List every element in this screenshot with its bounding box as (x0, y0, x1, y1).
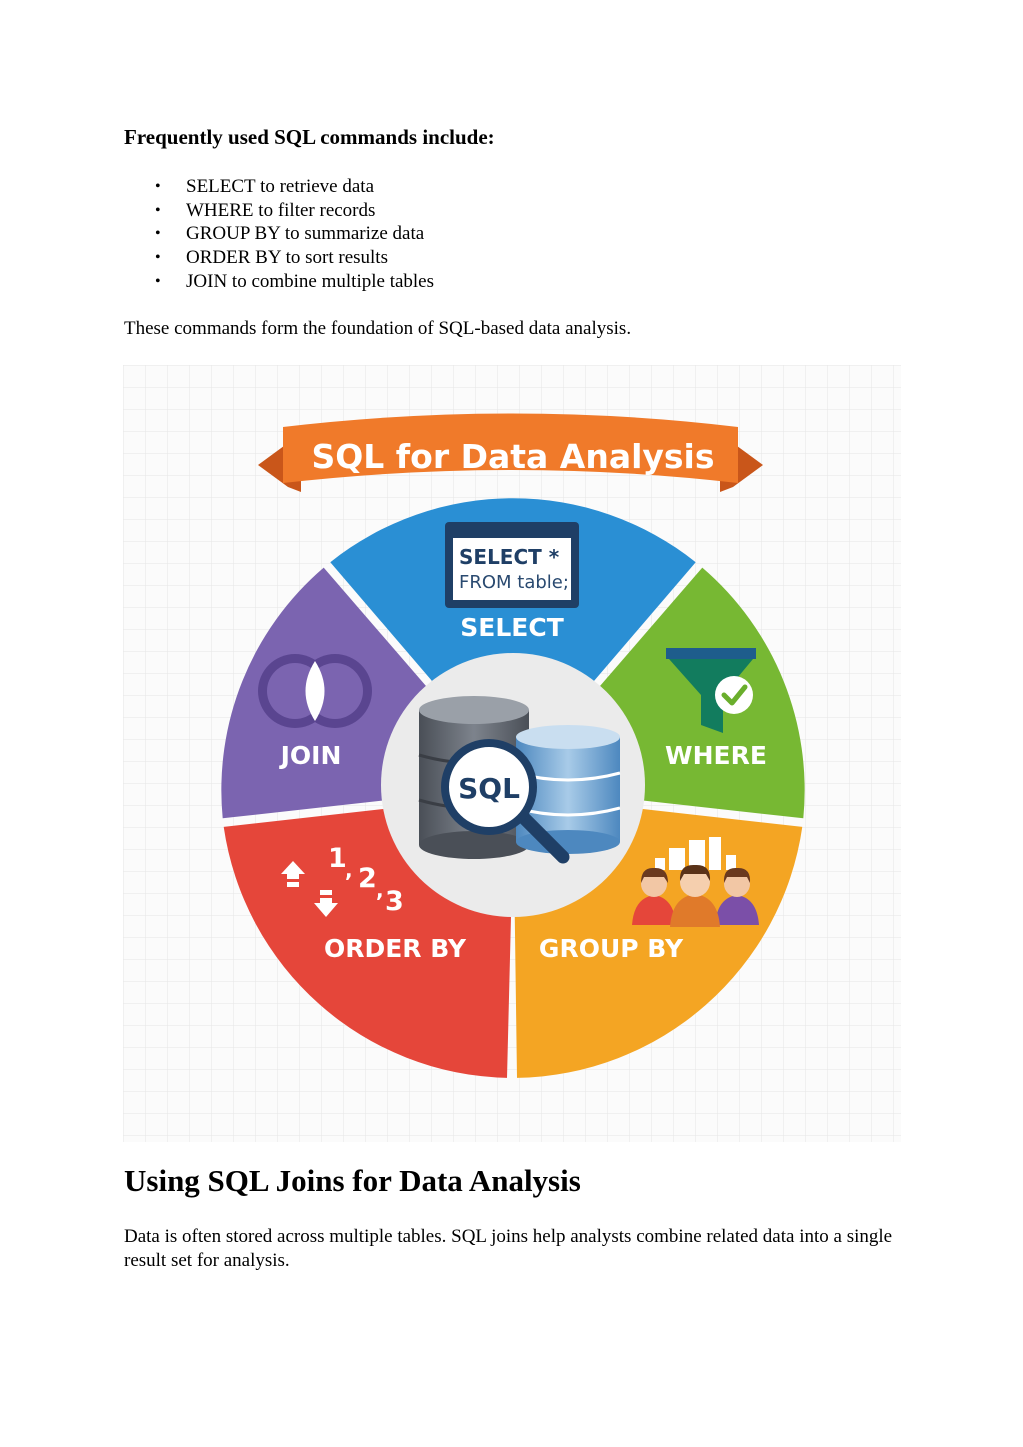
db-cylinder-top (516, 725, 620, 749)
arrow-up-stem (287, 882, 299, 887)
code-line-select: SELECT * (459, 545, 560, 569)
order-comma: , (376, 878, 384, 902)
order-by-label: ORDER BY (323, 934, 467, 963)
list-item: • ORDER BY to sort results (124, 246, 434, 270)
order-digit-2: 2 (358, 863, 377, 894)
list-item: • JOIN to combine multiple tables (124, 270, 434, 294)
order-comma: , (345, 858, 353, 882)
list-item: • GROUP BY to summarize data (124, 222, 434, 246)
sql-center-label: SQL (458, 772, 520, 805)
section-title: Using SQL Joins for Data Analysis (124, 1163, 581, 1198)
infographic-canvas (123, 365, 901, 1142)
bar-mark (709, 837, 721, 870)
db-cylinder-top (419, 696, 529, 724)
db-cylinder-base (419, 831, 529, 859)
command-list (124, 175, 434, 294)
section-heading: Frequently used SQL commands include: (124, 125, 495, 149)
banner-title: SQL for Data Analysis (311, 437, 715, 476)
select-code-window (445, 522, 579, 608)
summary-paragraph: These commands form the foundation of SQL-based data analysis. (124, 318, 632, 339)
list-item: • SELECT to retrieve data (124, 175, 434, 199)
section-paragraph: Data is often stored across multiple tables. SQL joins help analysts combine related data into a single result set for analysis. (124, 1226, 893, 1271)
where-label: WHERE (665, 741, 767, 770)
order-digit-3: 3 (385, 886, 404, 917)
list-item: • WHERE to filter records (124, 199, 434, 223)
funnel-rim (666, 648, 756, 659)
order-digit-1: 1 (328, 843, 347, 874)
bar-mark (726, 855, 736, 870)
people-group-icon (632, 865, 759, 927)
group-by-label: GROUP BY (538, 934, 684, 963)
join-label: JOIN (280, 741, 342, 770)
bar-mark (669, 848, 685, 870)
select-label: SELECT (460, 613, 564, 642)
arrow-down-stem (320, 898, 332, 903)
code-line-from: FROM table; (459, 572, 569, 593)
sql-infographic (123, 365, 901, 1142)
arrow-down-stem (320, 890, 332, 895)
check-circle-icon (715, 676, 753, 714)
venn-join-icon (258, 654, 372, 728)
arrow-up-stem (287, 874, 299, 879)
